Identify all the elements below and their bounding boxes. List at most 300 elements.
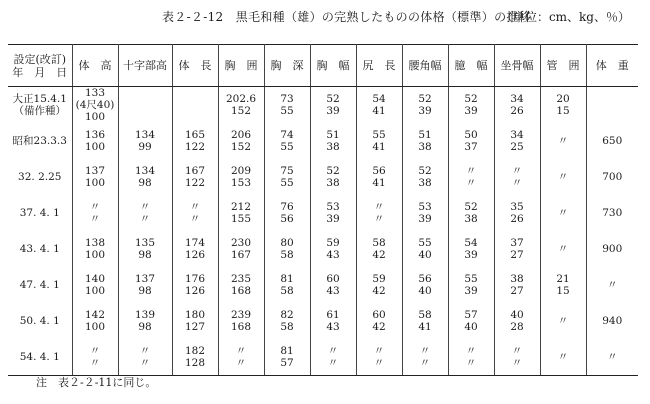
cell-value: 〃 [235, 356, 247, 369]
table-cell [586, 195, 638, 231]
cell-value: 40 [418, 249, 432, 261]
cell-value: 38 [326, 177, 340, 189]
cell-value: 〃 [511, 356, 523, 369]
cell-value: 26 [510, 213, 524, 225]
table-cell [540, 195, 586, 231]
cell-value: 61 [326, 309, 340, 321]
cell-value: 55 [464, 273, 478, 285]
table-row [8, 195, 638, 231]
row-date [8, 231, 72, 267]
cell-value: 54 [372, 93, 386, 105]
table-cell [218, 303, 264, 339]
header-col [310, 45, 356, 87]
cell-value: 〃 [511, 177, 523, 189]
table-cell [264, 231, 310, 267]
cell-value: 43 [326, 285, 340, 297]
cell-value: 98 [138, 249, 152, 261]
cell-value: 52 [464, 93, 478, 105]
cell-value: 37 [510, 237, 524, 249]
cell-value: 75 [280, 165, 294, 177]
table-cell [356, 303, 402, 339]
cell-value: 100 [84, 111, 106, 123]
cell-value: 40 [464, 321, 478, 333]
table-cell [448, 267, 494, 303]
cell-value: 700 [602, 171, 623, 183]
cell-value: 59 [326, 237, 340, 249]
cell-value: 21 [556, 273, 570, 285]
table-cell [72, 87, 118, 124]
cell-value: 82 [280, 309, 294, 321]
table-cell [218, 195, 264, 231]
table-cell [402, 123, 448, 159]
date-text: 37. 4. 1 [19, 207, 60, 219]
table-cell [540, 159, 586, 195]
cell-value: 122 [184, 141, 206, 153]
table-cell [540, 123, 586, 159]
cell-value: 176 [184, 273, 206, 285]
cell-value: 54 [464, 237, 478, 249]
table-cell [172, 195, 218, 231]
cell-value: 60 [326, 273, 340, 285]
table-cell [72, 123, 118, 159]
table-cell [494, 123, 540, 159]
cell-value: 202.6 [225, 93, 257, 105]
date-text: 43. 4. 1 [19, 243, 60, 255]
table-cell [540, 267, 586, 303]
header-label: 体 長 [178, 59, 212, 72]
cell-value: 〃 [465, 177, 477, 189]
table-cell [310, 267, 356, 303]
cell-value: 99 [138, 141, 152, 153]
cell-value: 42 [372, 249, 386, 261]
cell-value: 58 [280, 249, 294, 261]
table-cell [264, 303, 310, 339]
cell-value: 38 [510, 273, 524, 285]
cell-value: 〃 [511, 344, 523, 357]
table-cell [448, 231, 494, 267]
cell-value: 39 [418, 213, 432, 225]
table-row [8, 231, 638, 267]
cell-value: 52 [326, 93, 340, 105]
header-date [8, 45, 72, 87]
header-col [356, 45, 402, 87]
table-cell [494, 87, 540, 124]
table-cell [310, 123, 356, 159]
table-cell [310, 303, 356, 339]
header-label: 尻 長 [362, 59, 396, 72]
cell-value: 〃 [511, 165, 523, 177]
cell-value: 〃 [189, 213, 201, 225]
cell-value: 206 [230, 129, 252, 141]
header-label: 年 月 日 [12, 65, 68, 79]
header-label: 体 高 [78, 59, 112, 72]
cell-value: 81 [280, 344, 294, 357]
cell-value: 55 [418, 237, 432, 249]
table-cell [172, 303, 218, 339]
cell-value: (4尺40) [75, 99, 115, 111]
date-text: （備作種） [13, 105, 66, 117]
cell-value: 182 [184, 344, 206, 357]
table-cell [118, 339, 172, 375]
table-cell [118, 87, 172, 124]
header-row [8, 45, 638, 87]
table-cell [448, 123, 494, 159]
cell-value: 39 [326, 213, 340, 225]
date-text: 47. 4. 1 [19, 279, 60, 291]
cell-value: 74 [280, 129, 294, 141]
cell-value: 52 [464, 201, 478, 213]
table-cell [402, 159, 448, 195]
cell-value: 〃 [139, 201, 151, 213]
cell-value: 126 [184, 285, 206, 297]
cell-value: 〃 [89, 201, 101, 213]
cell-value: 41 [418, 321, 432, 333]
cell-value: 134 [134, 129, 156, 141]
cell-value: 55 [372, 129, 386, 141]
table-cell [494, 159, 540, 195]
cell-value: 167 [230, 249, 252, 261]
table-cell [118, 123, 172, 159]
cell-value: 26 [510, 105, 524, 117]
cell-value: 152 [230, 141, 252, 153]
cell-value: 27 [510, 285, 524, 297]
cell-value: 38 [326, 141, 340, 153]
table-cell [448, 87, 494, 124]
cell-value: 〃 [557, 350, 569, 363]
table-cell [72, 303, 118, 339]
table-cell [586, 159, 638, 195]
cell-value: 58 [372, 237, 386, 249]
table-row [8, 87, 638, 124]
cell-value: 〃 [557, 171, 569, 183]
date-text: 大正15.4.1 [12, 93, 67, 105]
unit-text: （単位：cm、kg、％） [500, 10, 630, 24]
cell-value: 52 [418, 165, 432, 177]
cell-value: 52 [326, 165, 340, 177]
table-cell [402, 303, 448, 339]
cell-value: 〃 [373, 356, 385, 369]
cell-value: 100 [84, 321, 106, 333]
cell-value: 〃 [327, 356, 339, 369]
cell-value: 126 [184, 249, 206, 261]
cell-value: 98 [138, 321, 152, 333]
table-cell [356, 123, 402, 159]
row-date [8, 123, 72, 159]
table-row [8, 267, 638, 303]
table-cell [218, 267, 264, 303]
table-cell [586, 231, 638, 267]
cell-value: 239 [230, 309, 252, 321]
table-cell [118, 231, 172, 267]
cell-value: 25 [510, 141, 524, 153]
table-cell [264, 195, 310, 231]
cell-value: 51 [418, 129, 432, 141]
cell-value: 58 [280, 321, 294, 333]
cell-value: 100 [84, 285, 106, 297]
header-label: 胸 幅 [316, 59, 350, 72]
cell-value: 76 [280, 201, 294, 213]
cell-value: 38 [418, 177, 432, 189]
cell-value: 180 [184, 309, 206, 321]
table-cell [494, 303, 540, 339]
cell-value: 37 [464, 141, 478, 153]
table-cell [356, 339, 402, 375]
cell-value: 81 [280, 273, 294, 285]
table-cell [72, 195, 118, 231]
cell-value: 〃 [557, 207, 569, 219]
cell-value: 〃 [557, 135, 569, 147]
footnote: 注 表２-２-11に同じ。 [36, 376, 157, 389]
cell-value: 53 [418, 201, 432, 213]
table-cell [264, 267, 310, 303]
cell-value: 〃 [465, 344, 477, 357]
table-cell [494, 195, 540, 231]
cell-value: 100 [84, 141, 106, 153]
table-cell [356, 87, 402, 124]
cell-value: 900 [602, 243, 623, 255]
table-cell [172, 159, 218, 195]
header-label: 体 重 [595, 59, 629, 72]
table-cell [448, 303, 494, 339]
cell-value: 43 [326, 321, 340, 333]
table-cell [494, 231, 540, 267]
cell-value: 〃 [373, 344, 385, 357]
table-title [0, 4, 650, 28]
table-cell [218, 87, 264, 124]
cell-value: 55 [280, 177, 294, 189]
cell-value: 41 [372, 105, 386, 117]
cell-value: 134 [134, 165, 156, 177]
table-cell [448, 195, 494, 231]
cell-value: 56 [372, 165, 386, 177]
table-cell [356, 231, 402, 267]
table-cell [494, 267, 540, 303]
table-row [8, 339, 638, 375]
cell-value: 230 [230, 237, 252, 249]
cell-value: 128 [184, 356, 206, 369]
header-label: 臆 幅 [454, 59, 488, 72]
cell-value: 20 [556, 93, 570, 105]
cell-value: 15 [556, 105, 570, 117]
table-cell [172, 87, 218, 124]
table-cell [172, 123, 218, 159]
cell-value: 59 [372, 273, 386, 285]
cell-value: 55 [280, 141, 294, 153]
cell-value: 43 [326, 249, 340, 261]
table-cell [494, 339, 540, 375]
table-cell [540, 303, 586, 339]
title-text: 表２-２-12 黒毛和種（雄）の完熟したものの体格（標準）の推移 [162, 10, 531, 24]
table-cell [402, 231, 448, 267]
row-date [8, 195, 72, 231]
cell-value: 〃 [139, 356, 151, 369]
table-cell [448, 339, 494, 375]
cell-value: 〃 [373, 213, 385, 225]
cell-value: 57 [280, 356, 294, 369]
cell-value: 〃 [89, 344, 101, 357]
table-cell [118, 267, 172, 303]
table-row [8, 159, 638, 195]
cell-value: 139 [134, 309, 156, 321]
cell-value: 38 [464, 213, 478, 225]
cell-value: 〃 [139, 213, 151, 225]
table-cell [172, 267, 218, 303]
cell-value: 58 [418, 309, 432, 321]
cell-value: 174 [184, 237, 206, 249]
cell-value: 15 [556, 285, 570, 297]
cell-value: 〃 [607, 350, 618, 363]
header-col [494, 45, 540, 87]
date-text: 50. 4. 1 [19, 315, 60, 327]
cell-value: 142 [84, 309, 106, 321]
table-cell [540, 339, 586, 375]
date-text: 32. 2.25 [18, 171, 62, 183]
table-cell [172, 231, 218, 267]
cell-value: 41 [372, 141, 386, 153]
row-date [8, 303, 72, 339]
table-cell [356, 159, 402, 195]
cell-value: 56 [418, 273, 432, 285]
date-text: 54. 4. 1 [19, 350, 60, 363]
header-label: 管 囲 [546, 59, 580, 72]
cell-value: 42 [372, 321, 386, 333]
cell-value: 〃 [139, 344, 151, 357]
table-cell [402, 87, 448, 124]
cell-value: 53 [326, 201, 340, 213]
cell-value: 40 [418, 285, 432, 297]
table-cell [264, 87, 310, 124]
cell-value: 100 [84, 177, 106, 189]
table-cell [540, 231, 586, 267]
cell-value: 100 [84, 249, 106, 261]
table-cell [310, 339, 356, 375]
row-date [8, 267, 72, 303]
cell-value: 34 [510, 93, 524, 105]
cell-value: 40 [510, 309, 524, 321]
cell-value: 〃 [89, 356, 101, 369]
header-label: 設定(改訂) [13, 52, 67, 66]
header-col [264, 45, 310, 87]
table-cell [310, 159, 356, 195]
table-cell [448, 159, 494, 195]
cell-value: 60 [372, 309, 386, 321]
cell-value: 80 [280, 237, 294, 249]
table-cell [310, 195, 356, 231]
cell-value: 153 [230, 177, 252, 189]
cell-value: 39 [464, 285, 478, 297]
cell-value: 155 [230, 213, 252, 225]
cell-value: 136 [84, 129, 106, 141]
table-cell [586, 339, 638, 375]
cell-value: 〃 [419, 344, 431, 357]
header-col [540, 45, 586, 87]
table-row [8, 303, 638, 339]
header-label: 腰角幅 [408, 59, 442, 72]
cell-value: 152 [230, 105, 252, 117]
cell-value: 38 [418, 141, 432, 153]
cell-value: 50 [464, 129, 478, 141]
table-cell [218, 339, 264, 375]
cell-value: 138 [84, 237, 106, 249]
cell-value: 39 [464, 249, 478, 261]
cell-value: 39 [464, 105, 478, 117]
cell-value: 209 [230, 165, 252, 177]
table-cell [586, 303, 638, 339]
table-cell [72, 159, 118, 195]
header-col [448, 45, 494, 87]
cell-value: 140 [84, 273, 106, 285]
cell-value: 235 [230, 273, 252, 285]
header-col [402, 45, 448, 87]
table-cell [586, 267, 638, 303]
header-col [586, 45, 638, 87]
cell-value: 〃 [557, 315, 569, 327]
cell-value: 212 [230, 201, 252, 213]
table-cell [540, 87, 586, 124]
cell-value: 〃 [465, 165, 477, 177]
table-cell [586, 123, 638, 159]
header-label: 胸 深 [270, 59, 304, 72]
cell-value: 51 [326, 129, 340, 141]
cattle-body-size-table [8, 44, 638, 376]
cell-value: 42 [372, 285, 386, 297]
header-label: 坐骨幅 [500, 59, 534, 72]
header-label: 胸 囲 [224, 59, 258, 72]
cell-value: 137 [134, 273, 156, 285]
cell-value: 35 [510, 201, 524, 213]
cell-value: 56 [280, 213, 294, 225]
header-label: 十字部高 [123, 59, 167, 72]
header-col [172, 45, 218, 87]
cell-value: 167 [184, 165, 206, 177]
table-cell [264, 159, 310, 195]
table-cell [402, 195, 448, 231]
table-cell [72, 267, 118, 303]
table-cell [172, 339, 218, 375]
table-cell [264, 123, 310, 159]
table-cell [356, 195, 402, 231]
cell-value: 41 [372, 177, 386, 189]
table-cell [310, 87, 356, 124]
table-cell [310, 231, 356, 267]
cell-value: 〃 [89, 213, 101, 225]
row-date [8, 159, 72, 195]
cell-value: 73 [280, 93, 294, 105]
cell-value: 57 [464, 309, 478, 321]
cell-value: 〃 [373, 201, 385, 213]
cell-value: 28 [510, 321, 524, 333]
cell-value: 〃 [557, 243, 569, 255]
table-row [8, 123, 638, 159]
cell-value: 〃 [189, 201, 201, 213]
cell-value: 52 [418, 93, 432, 105]
cell-value: 98 [138, 177, 152, 189]
cell-value: 168 [230, 285, 252, 297]
cell-value: 39 [326, 105, 340, 117]
header-col [118, 45, 172, 87]
table-cell [402, 267, 448, 303]
cell-value: 〃 [419, 356, 431, 369]
cell-value: 165 [184, 129, 206, 141]
cell-value: 122 [184, 177, 206, 189]
table-cell [72, 339, 118, 375]
cell-value: 34 [510, 129, 524, 141]
date-text: 昭和23.3.3 [12, 135, 67, 147]
table-cell [118, 159, 172, 195]
table-cell [118, 195, 172, 231]
cell-value: 168 [230, 321, 252, 333]
cell-value: 39 [418, 105, 432, 117]
